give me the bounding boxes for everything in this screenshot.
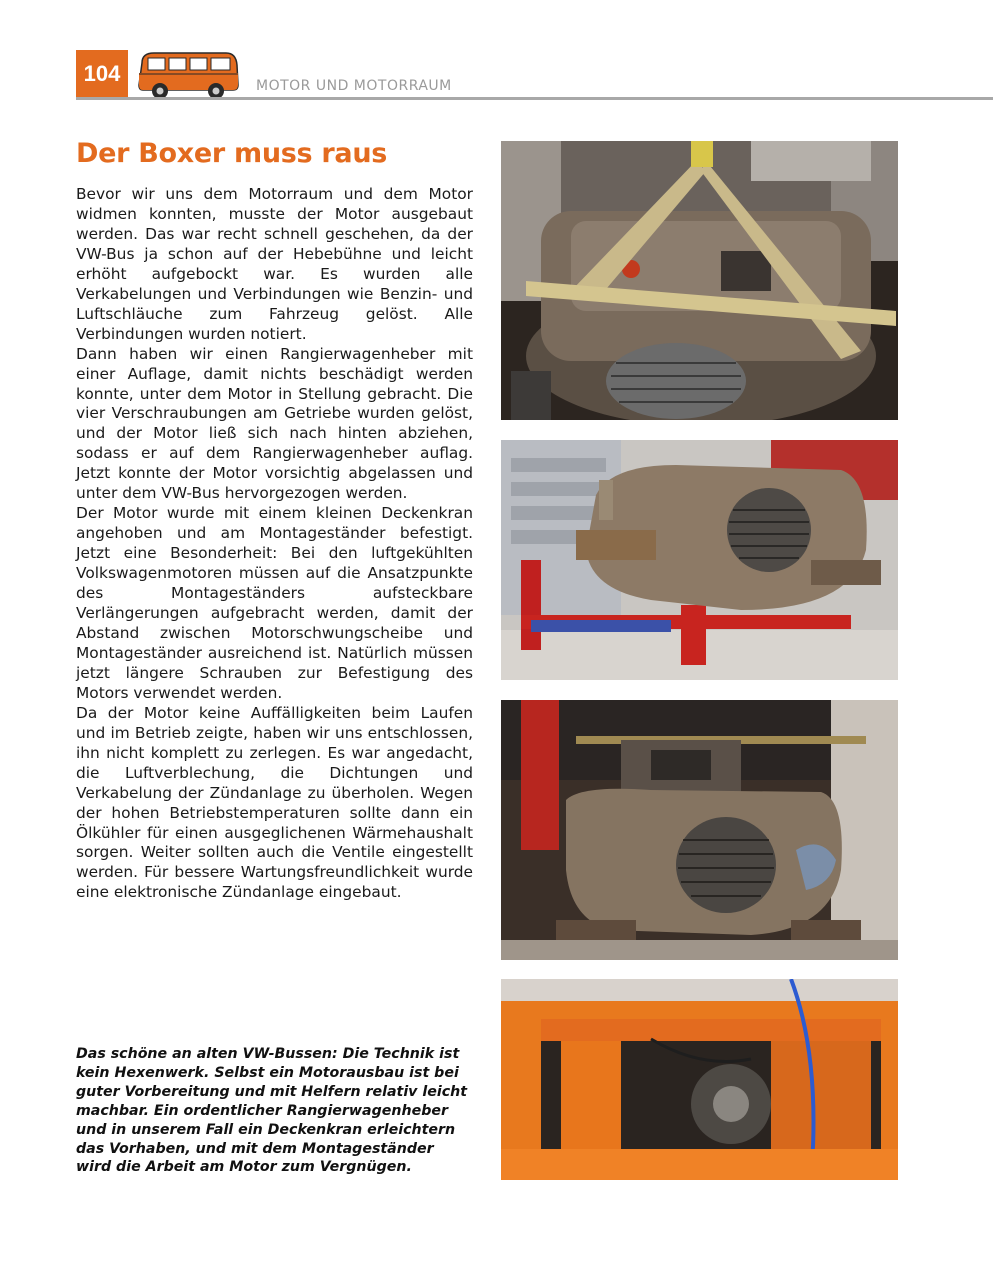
paragraph: Da der Motor keine Auffälligkeiten beim Laufen und im Betrieb zeigte, haben wir uns entschlossen, ihn nicht komplett zu zerlegen. Es war angedacht, die Luftverblechung, die Dichtungen und Verkabelung der Zündanlage zu überholen. Wegen der hohen Betriebstemperaturen sollte dann ein Ölkühler für einen ausgeglichenen Wärmehaushalt sorgen. Weiter sollten auch die Ventile eingestellt werden. Für bessere Wartungsfreundlichkeit wurde eine elektronische Zündanlage eingebaut. — [76, 703, 473, 902]
article-title: Der Boxer muss raus — [76, 138, 388, 169]
photo-engine-on-stand — [501, 440, 898, 680]
article-body — [76, 185, 473, 903]
photo-engine-front-view — [501, 700, 898, 960]
header-divider — [76, 97, 993, 100]
vw-bus-icon — [134, 47, 242, 101]
photo-empty-engine-bay — [501, 979, 898, 1180]
paragraph: Dann haben wir einen Rangierwagenheber mit einer Auflage, damit nichts beschädigt werden konnte, unter dem Motor in Stellung gebracht. Die vier Verschraubungen am Getriebe wurden gelöst, und der Motor ließ sich nach hinten abziehen, sodass er auf dem Rangierwagenheber auflag. Jetzt konnte der Motor vorsichtig abgelassen und unter dem VW-Bus hervorgezogen werden. — [76, 344, 473, 503]
section-title: MOTOR UND MOTORRAUM — [256, 78, 452, 94]
paragraph: Bevor wir uns dem Motorraum und dem Motor widmen konnten, musste der Motor ausgebaut werden. Das war recht schnell geschehen, da der VW-Bus ja schon auf der Hebebühne und leicht erhöht aufgebockt war. Es wurden alle Verkabelungen und Verbindungen wie Benzin- und Luftschläuche zum Fahrzeug gelöst. Alle Verbindungen wurden notiert. — [76, 185, 473, 343]
photo-caption: Das schöne an alten VW-Bussen: Die Technik ist kein Hexenwerk. Selbst ein Motorausbau ist bei guter Vorbereitung und mit Helfern relativ leicht machbar. Ein ordentlicher Rangierwagenheber und in unserem Fall ein Deckenkran erleichtern das Vorhaben, und mit dem Montageständer wird die Arbeit am Motor zum Vergnügen. — [76, 1046, 468, 1176]
photo-engine-lifted — [501, 141, 898, 420]
paragraph: Der Motor wurde mit einem kleinen Deckenkran angehoben und am Montageständer befestigt. Jetzt eine Besonderheit: Bei den luftgekühlten Volkswagenmotoren müssen auf die Ansatzpunkte des Montageständers aufsteckbare Verlängerungen aufgebracht werden, damit der Abstand zwischen Motorschwungscheibe und Montageständer ausreichend ist. Natürlich müssen jetzt längere Schrauben zur Befestigung des Motors verwendet werden. — [76, 504, 473, 702]
page-number: 104 — [76, 50, 128, 98]
